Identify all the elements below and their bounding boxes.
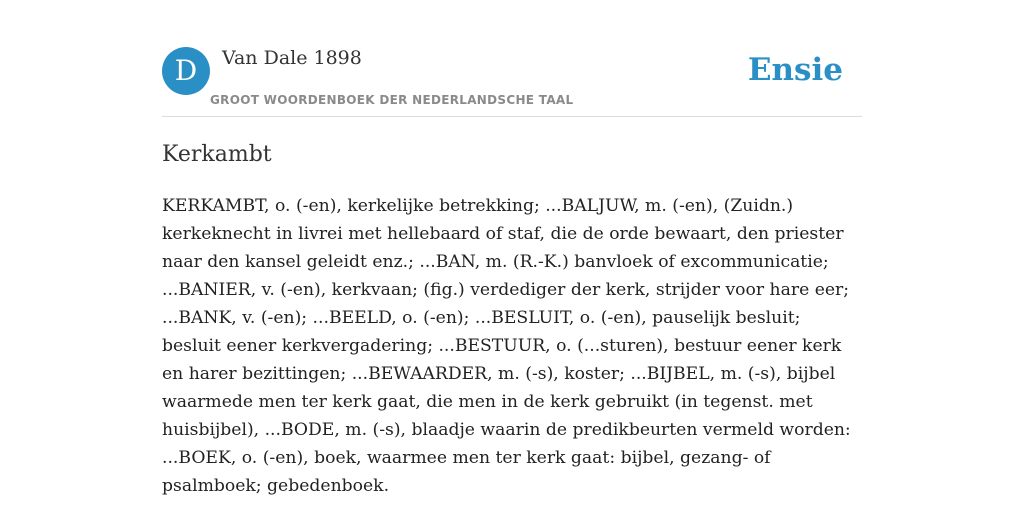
entry-definition: KERKAMBT, o. (-en), kerkelijke betrekking; ...BALJUW, m. (-en), (Zuidn.) kerkeknecht in livrei met hellebaard of staf, die de orde bewaart, den priester naar den kansel geleidt enz.; ...BAN, m. (R.-K.) banvloek of excommunicatie; ...BANIER, v. (-en), kerkvaan; (fig.) verdediger der kerk, strijder voor hare eer; ...BANK, v. (-en); ...BEELD, o. (-en); ...BESLUIT, o. (-en), pauselijk besluit; besluit eener kerkvergadering; ...BESTUUR, o. (...sturen), bestuur eener kerk en harer bezittingen; ...BEWAARDER, m. (-s), koster; ...BIJBEL, m. (-s), bijbel waarmede men ter kerk gaat, die men in de kerk gebruikt (in tegenst. met huisbijbel), ...BODE, m. (-s), blaadje waarin de predikbeurten vermeld worden: ...BOEK, o. (-en), boek, waarmee men ter kerk gaat: bijbel, gezang- of psalmboek; gebedenboek.: [162, 196, 851, 496]
dictionary-subtitle: GROOT WOORDENBOEK DER NEDERLANDSCHE TAAL: [210, 93, 574, 107]
ensie-logo[interactable]: Ensie: [747, 52, 843, 88]
entry-card: [162, 0, 862, 496]
dictionary-header: [162, 0, 862, 117]
dictionary-avatar[interactable]: D: [162, 47, 210, 95]
dictionary-title[interactable]: Van Dale 1898: [222, 47, 362, 69]
entry-title: Kerkambt: [162, 142, 272, 167]
